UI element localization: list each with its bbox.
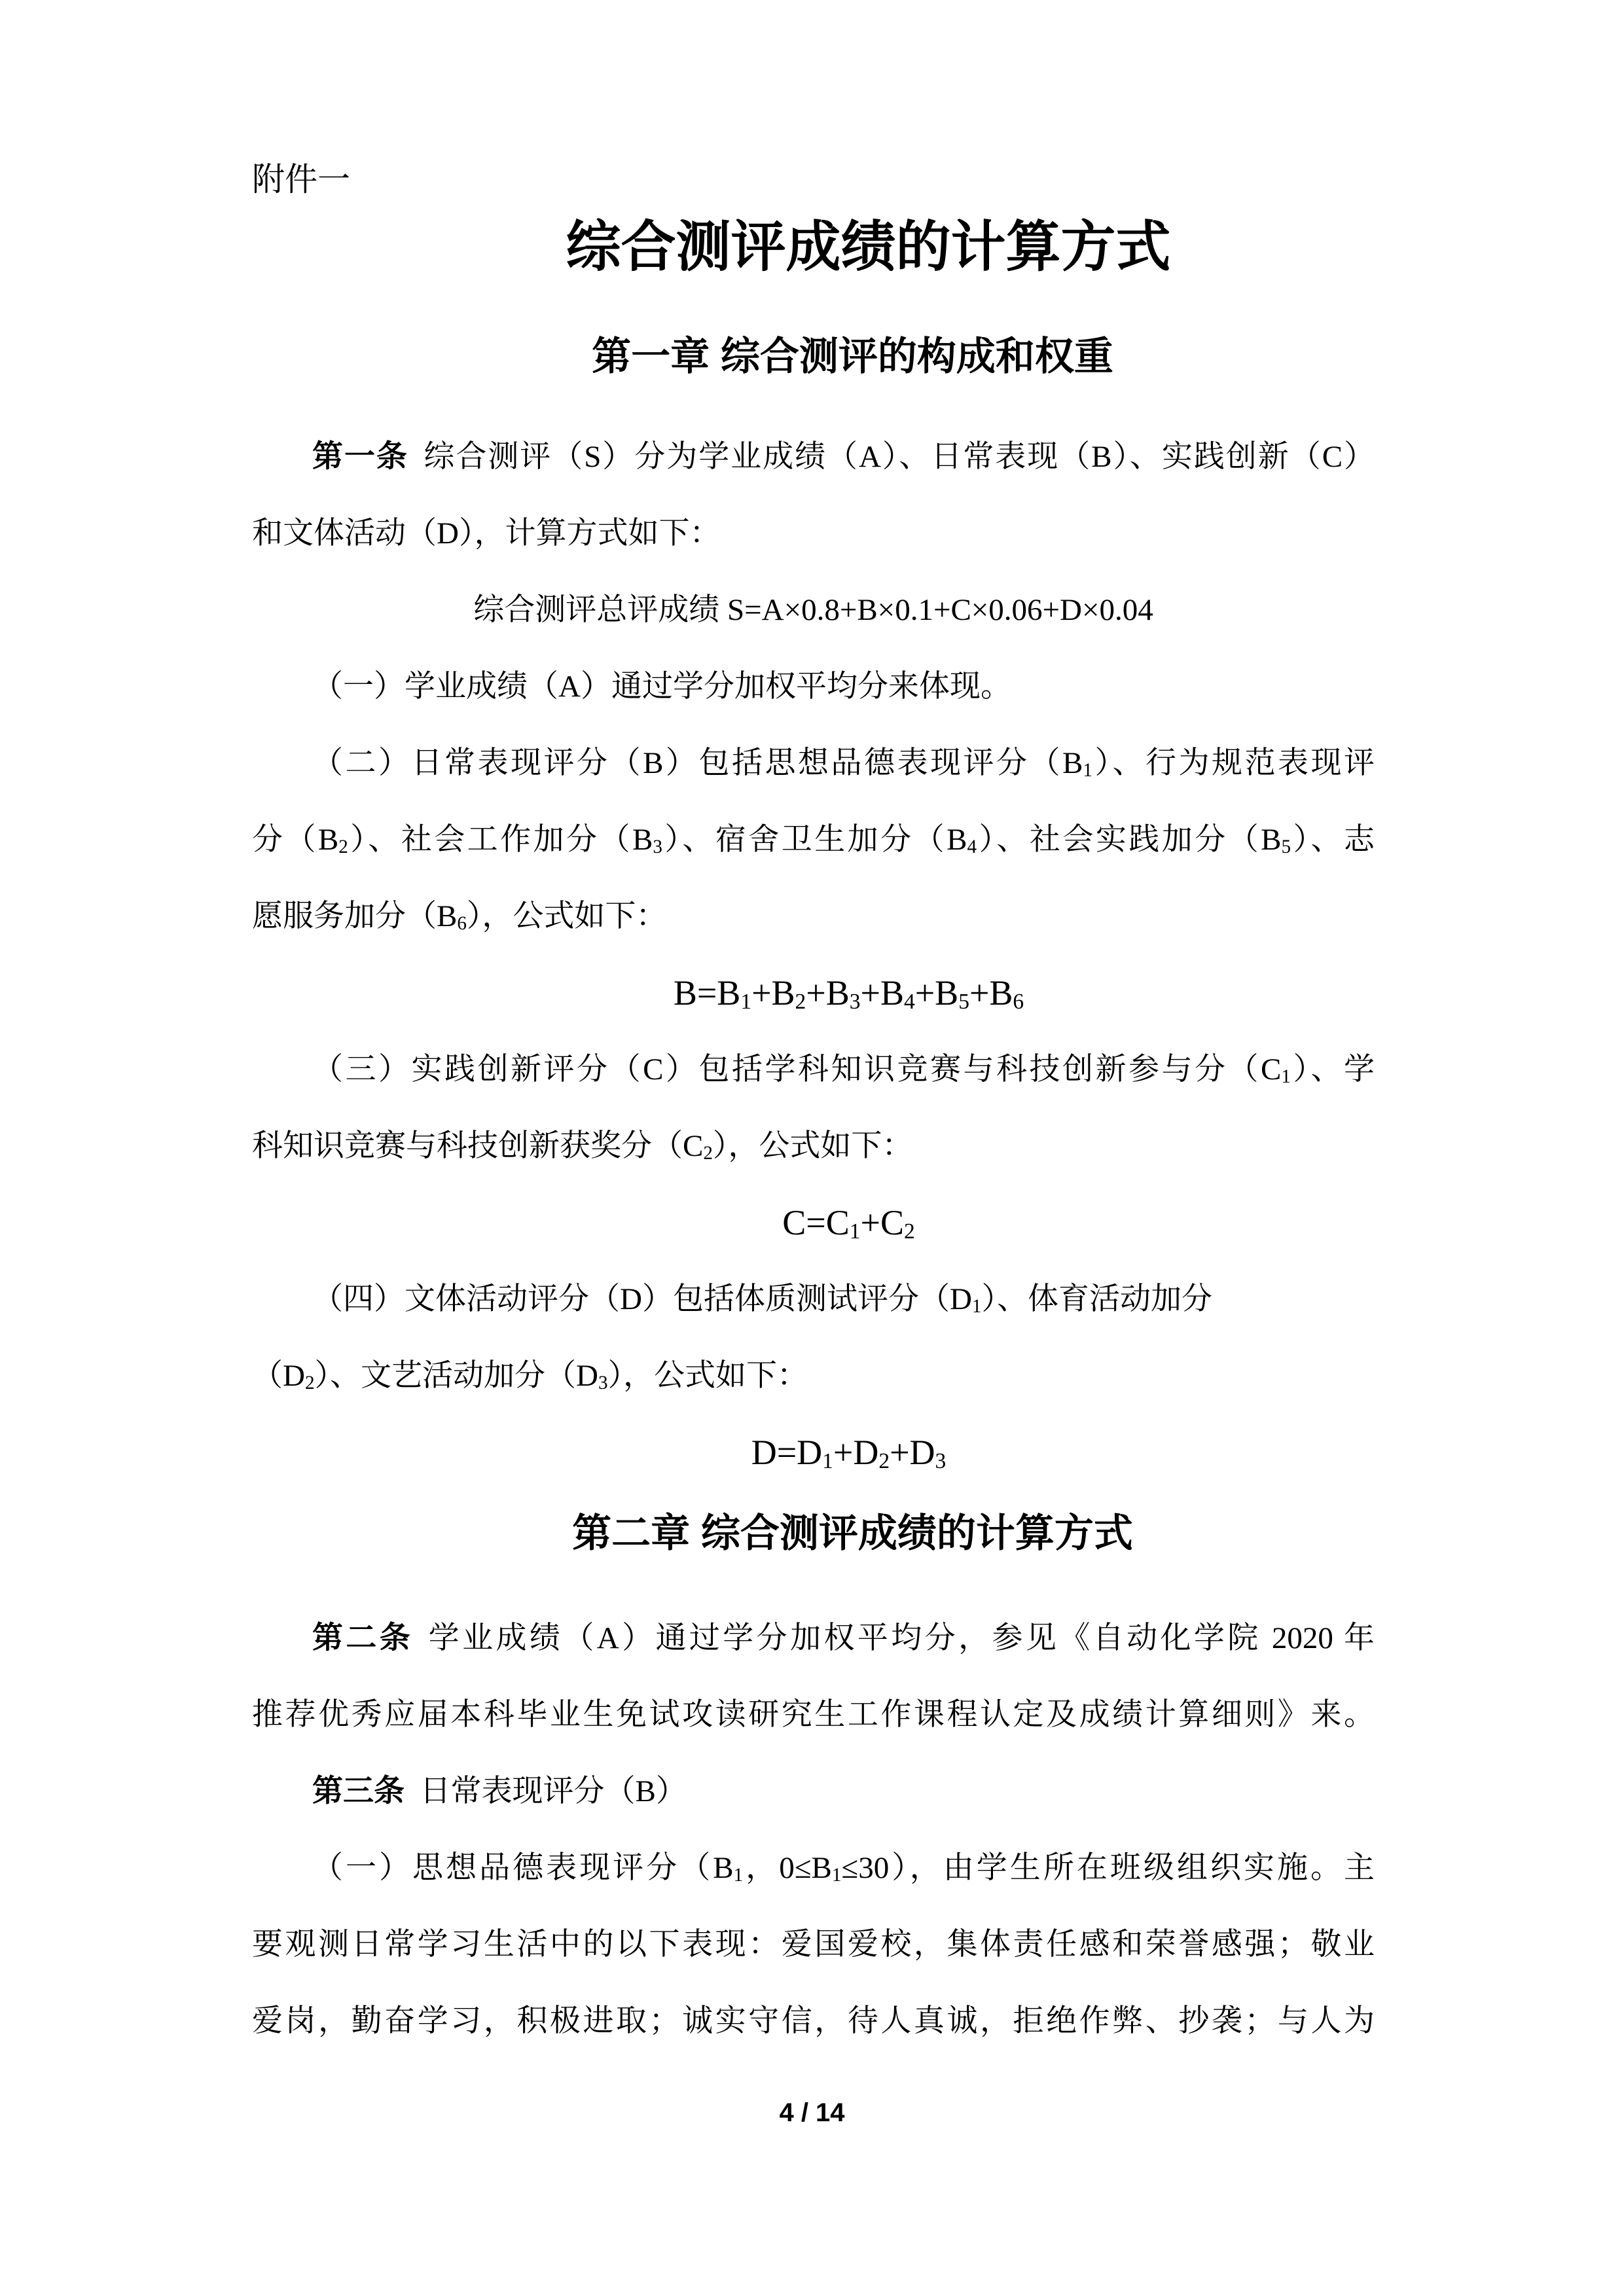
article-3-item-1-line-2: 要观测日常学习生活中的以下表现：爱国爱校，集体责任感和荣誉感强；敬业	[252, 1928, 1375, 1962]
article-2-label: 第二条	[312, 1621, 414, 1655]
article-1-line-2: 和文体活动（D），计算方式如下：	[252, 516, 721, 550]
article-1-item-4-line-2: $(D_2)$、文艺活动加分$(D_3)$，公式如下：	[252, 1359, 808, 1394]
chapter-1-heading: 第一章 综合测评的构成和权重	[592, 334, 1113, 378]
total-score-formula: 综合测评总评成绩 S=A×0.8+B×0.1+C×0.06+D×0.04	[473, 593, 1153, 627]
document-title: 综合测评成绩的计算方式	[566, 217, 1171, 278]
article-1-item-2-line-2: 分$(B_2)$、社会工作加分$(B_3)$、宿舍卫生加分$(B_4)$、社会实践加分$(B_5)$、志	[252, 823, 1375, 858]
chapter-2-body	[252, 1600, 1375, 2060]
article-3-text: 日常表现评分（B）	[420, 1774, 687, 1808]
article-1-item-3-line-1: （三）实践创新评分（C）包括学科知识竞赛与科技创新参与分$(C_1)$、学	[312, 1052, 1375, 1088]
article-1-item-4-line-1: （四）文体活动评分（D）包括体质测试评分$(D_1)$、体育活动加分	[312, 1282, 1212, 1318]
d-formula: $D=D_1+D_2+D_3$	[751, 1433, 947, 1474]
article-2-line-2: 推荐优秀应届本科毕业生免试攻读研究生工作课程认定及成绩计算细则》来。	[252, 1698, 1375, 1732]
page-number: 4 / 14	[779, 2098, 845, 2127]
article-3-label: 第三条	[312, 1774, 405, 1808]
b-formula: $B=B_1+B_2+B_3+B_4+B_5+B_6$	[673, 973, 1024, 1014]
c-formula: $C=C_1+C_2$	[782, 1203, 915, 1244]
article-2-text: 学业成绩（A）通过学分加权平均分，参见《自动化学院 2020 年	[428, 1621, 1375, 1655]
article-3-item-1-line-1: （一）思想品德表现评分（$B_1$，$0\le B_1\le 30$），由学生所在班级组织实施。主	[312, 1851, 1375, 1886]
attachment-label: 附件一	[252, 161, 350, 198]
article-1-item-2-line-1: （二）日常表现评分（B）包括思想品德表现评分$(B_1)$、行为规范表现评	[312, 746, 1375, 781]
article-2-line-1	[252, 1600, 1375, 1677]
article-1-label: 第一条	[312, 440, 408, 474]
article-3-item-1-line-3: 爱岗，勤奋学习，积极进取；诚实守信，待人真诚，拒绝作弊、抄袭；与人为	[252, 2004, 1375, 2038]
chapter-2-heading: 第二章 综合测评成绩的计算方式	[572, 1511, 1133, 1555]
article-1-item-2-line-3: 愿服务加分$(B_6)$，公式如下：	[252, 899, 667, 935]
article-1-line-1	[252, 419, 1375, 495]
article-1-item-1: （一）学业成绩（A）通过学分加权平均分来体现。	[312, 670, 1011, 704]
chapter-1-body	[252, 419, 1375, 1491]
document-content	[0, 162, 1624, 2060]
article-1-item-3-line-2: 科知识竞赛与科技创新获奖分$(C_2)$，公式如下：	[252, 1129, 913, 1164]
article-3-line	[252, 1753, 1375, 1830]
article-1-text: 综合测评（S）分为学业成绩（A）、日常表现（B）、实践创新（C）	[424, 440, 1375, 474]
